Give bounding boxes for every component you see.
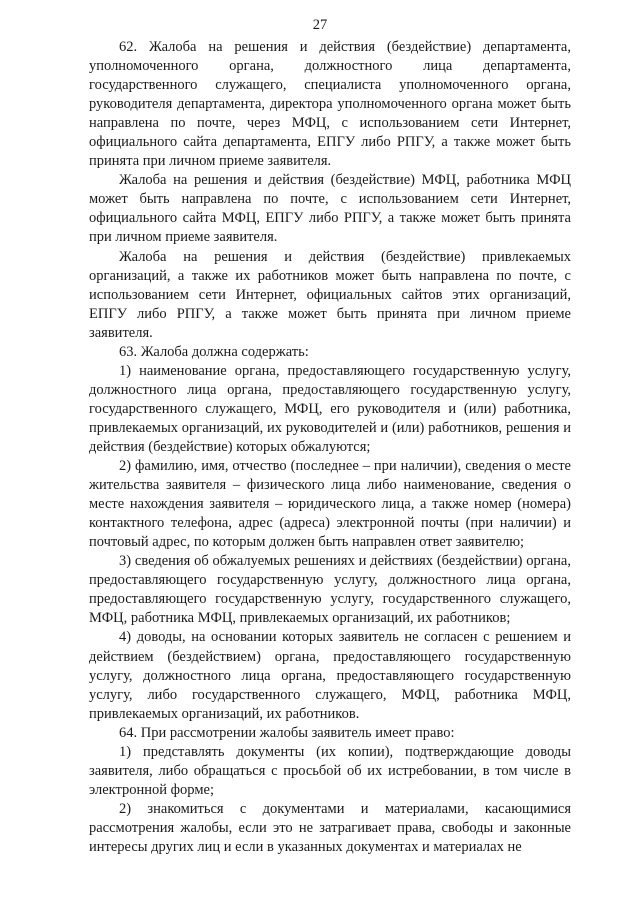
page-number: 27	[312, 17, 328, 33]
page-body	[89, 38, 571, 857]
paragraph-mfc-complaint: Жалоба на решения и действия (бездействие) МФЦ, работника МФЦ может быть направлена по почте, с использованием сети Интернет, официального сайта МФЦ, ЕПГУ либо РПГУ, а также может быть принята при личном приеме заявителя.	[89, 172, 571, 246]
list-item-63-1: 1) наименование органа, предоставляющего государственную услугу, должностного лица органа, предоставляющего государственную услугу, государственного служащего, МФЦ, его руководителя и (или) работника, привлекаемых организаций, их руководителей и (или) работников, решения и действия (бездействие) которых обжалуются;	[89, 362, 571, 455]
list-item-63-2: 2) фамилию, имя, отчество (последнее – при наличии), сведения о месте жительства заявителя – физического лица либо наименование, сведения о месте нахождения заявителя – юридического лица, а также номер (номера) контактного телефона, адрес (адреса) электронной почты (при наличии) и почтовый адрес, по которым должен быть направлен ответ заявителю;	[89, 458, 571, 551]
list-item-63-4: 4) доводы, на основании которых заявитель не согласен с решением и действием (бездействием) органа, предоставляющего государственную услугу, должностного лица органа, предоставляющего государственную услугу, либо государственного служащего, МФЦ, работника МФЦ, привлекаемых организаций, их работников.	[89, 629, 571, 722]
list-item-64-1: 1) представлять документы (их копии), подтверждающие доводы заявителя, либо обращаться с просьбой об их истребовании, в том числе в электронной форме;	[89, 743, 571, 798]
list-item-64-2: 2) знакомиться с документами и материалами, касающимися рассмотрения жалобы, если это не затрагивает права, свободы и законные интересы других лиц и если в указанных документах и материалах не	[89, 800, 571, 855]
paragraph-64: 64. При рассмотрении жалобы заявитель имеет право:	[119, 724, 455, 741]
paragraph-62: 62. Жалоба на решения и действия (бездействие) департамента, уполномоченного органа, должностного лица департамента, государственного служащего, специалиста уполномоченного органа, руководителя департамента, директора уполномоченного органа может быть направлена по почте, через МФЦ, с использованием сети Интернет, официального сайта департамента, ЕПГУ либо РПГУ, а также может быть принята при личном приеме заявителя.	[89, 39, 571, 170]
list-item-63-3: 3) сведения об обжалуемых решениях и действиях (бездействии) органа, предоставляющего государственную услугу, должностного лица органа, предоставляющего государственную услугу, государственного служащего, МФЦ, работника МФЦ, привлекаемых организаций, их работников;	[89, 553, 571, 627]
paragraph-organizations-complaint: Жалоба на решения и действия (бездействие) привлекаемых организаций, а также их работников может быть направлена по почте, с использованием сети Интернет, официальных сайтов этих организаций, ЕПГУ либо РПГУ, а также может быть принята при личном приеме заявителя.	[89, 248, 571, 341]
paragraph-63: 63. Жалоба должна содержать:	[119, 343, 309, 360]
